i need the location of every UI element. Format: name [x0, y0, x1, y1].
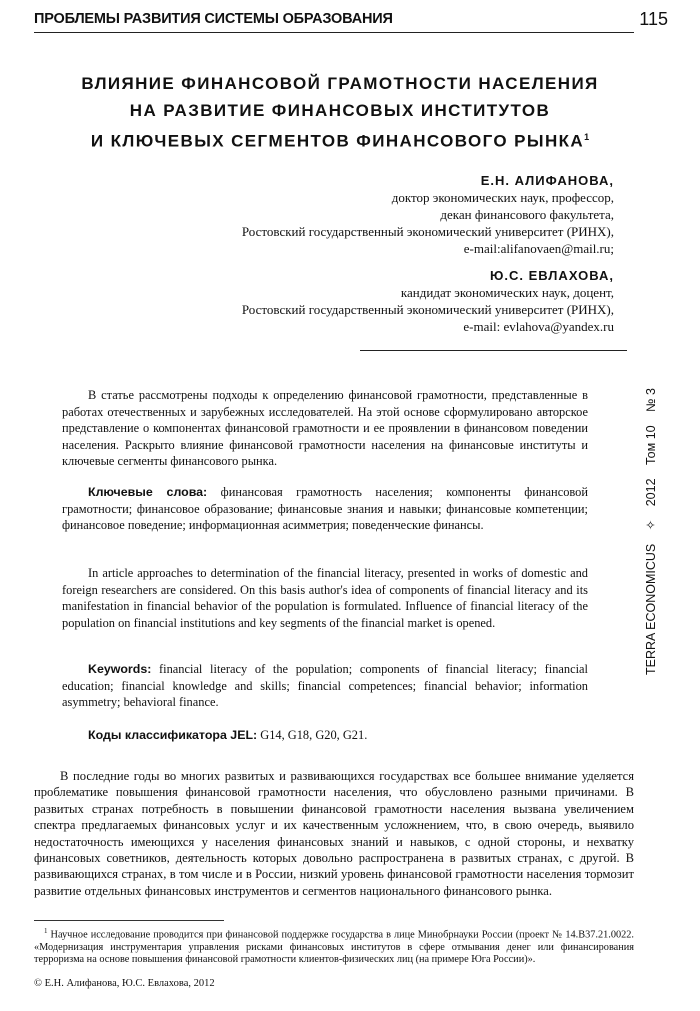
- authors-block: [242, 172, 614, 335]
- title-line-3-text: И КЛЮЧЕВЫХ СЕГМЕНТОВ ФИНАНСОВОГО РЫНКА: [90, 131, 585, 151]
- header-rule: [34, 32, 634, 33]
- author-1-name: Е.Н. АЛИФАНОВА,: [480, 173, 614, 188]
- copyright: © Е.Н. Алифанова, Ю.С. Евлахова, 2012: [34, 978, 215, 989]
- keywords-en-label: Keywords:: [88, 662, 152, 676]
- sidebar-volume: Том 10: [644, 425, 658, 465]
- journal-section: ПРОБЛЕМЫ РАЗВИТИЯ СИСТЕМЫ ОБРАЗОВАНИЯ: [34, 11, 393, 27]
- author-1-email: e-mail:alifanovaen@mail.ru;: [463, 241, 614, 256]
- sidebar-issue: № 3: [644, 388, 658, 412]
- sidebar-text: [643, 355, 658, 675]
- jel-label: Коды классификатора JEL:: [88, 728, 258, 742]
- author-gap: [242, 257, 614, 267]
- keywords-en-text: financial literacy of the population; components of financial literacy; financial education; financial knowledge and skills; financial competences; financial behavior; information asymmetry; behavioral finance.: [62, 662, 588, 709]
- keywords-en: [62, 661, 588, 711]
- abstract-en: [62, 565, 588, 631]
- footnote-text: Научное исследование проводится при финансовой поддержке государства в лице Минобрнауки России (проект № 14.В37.21.0022. «Модернизация инструментария управления рисками финансовых институтов в сфере отмывания денег или финансирования терроризма на основе повышения финансовой грамотности клиентов-физических лиц (на примере Юга России)».: [34, 929, 634, 966]
- author-2-name: Ю.С. ЕВЛАХОВА,: [489, 268, 614, 283]
- sidebar-journal: TERRA ECONOMICUS: [644, 543, 658, 675]
- sidebar-separator-icon: ✧: [644, 519, 658, 531]
- title-line-1: ВЛИЯНИЕ ФИНАНСОВОЙ ГРАМОТНОСТИ НАСЕЛЕНИЯ: [81, 74, 599, 93]
- jel-codes: [62, 727, 588, 744]
- footnote: [34, 925, 634, 967]
- abstract-ru: [62, 387, 588, 470]
- keywords-ru-label: Ключевые слова:: [88, 485, 208, 499]
- author-1-degree: доктор экономических наук, профессор,: [391, 190, 614, 205]
- body-text: В последние годы во многих развитых и развивающихся государствах все большее внимание уделяется проблематике повышения финансовой грамотности населения, что обусловлено разными причинами. В развитых странах потребность в повышении финансовой грамотности населения вызвана увеличением спектра предлагаемых финансовых услуг и их качественным усложнением, что, в свою очередь, выявило недостаточность имеющихся у населения финансовых знаний и навыков, с одной стороны, и нехватку финансовых советников, деятельность которых довольно распространена в развитых странах, с другой. В развивающихся странах, в том числе и в России, низкий уровень финансовой грамотности населения тормозит развитие отдельных финансовых инструментов и сегментов национального финансового рынка.: [34, 769, 634, 898]
- keywords-ru-text: финансовая грамотность населения; компоненты финансовой грамотности; финансовое образование; финансовые знания и навыки; финансовые компетенции; финансовое поведение; информационная асимметрия; поведенческие финансы.: [62, 485, 588, 532]
- author-2-affiliation: Ростовский государственный экономический университет (РИНХ),: [241, 302, 614, 317]
- running-header: [0, 0, 700, 38]
- page-number: 115: [639, 9, 668, 29]
- keywords-ru: [62, 484, 588, 534]
- title-footnote-mark: 1: [584, 132, 590, 142]
- title-line-3: [60, 124, 620, 155]
- title-line-2: НА РАЗВИТИЕ ФИНАНСОВЫХ ИНСТИТУТОВ: [129, 101, 551, 120]
- author-2-degree: кандидат экономических наук, доцент,: [400, 285, 614, 300]
- author-1-affiliation: Ростовский государственный экономический университет (РИНХ),: [241, 224, 614, 239]
- author-2-email: e-mail: evlahova@yandex.ru: [463, 319, 614, 334]
- abstract-ru-text: В статье рассмотрены подходы к определению финансовой грамотности, представленные в работах отечественных и зарубежных исследователей. На этой основе сформулировано авторское представление о компонентах финансовой грамотности и ее проявлении в финансовом поведении населения. Раскрыто влияние финансовой грамотности населения на финансовые институты и ключевые сегменты финансового рынка.: [62, 388, 588, 468]
- abstract-en-text: In article approaches to determination of the financial literacy, presented in works of domestic and foreign researchers are considered. On this basis author's idea of components of financial literacy and its manifestation in financial behavior of the population is formulated. Influence of financial literacy of the population on financial institutions and key segments of the financial market is opened.: [62, 566, 588, 630]
- sidebar-year: 2012: [644, 478, 658, 507]
- jel-codes-text: G14, G18, G20, G21.: [257, 728, 368, 742]
- footnote-rule: [34, 920, 224, 921]
- body-paragraph: [34, 768, 634, 899]
- author-rule: [360, 350, 627, 351]
- article-title: [60, 70, 620, 155]
- journal-sidebar: [643, 355, 667, 675]
- footnote-mark: 1: [44, 927, 48, 935]
- author-1-position: декан финансового факультета,: [440, 207, 614, 222]
